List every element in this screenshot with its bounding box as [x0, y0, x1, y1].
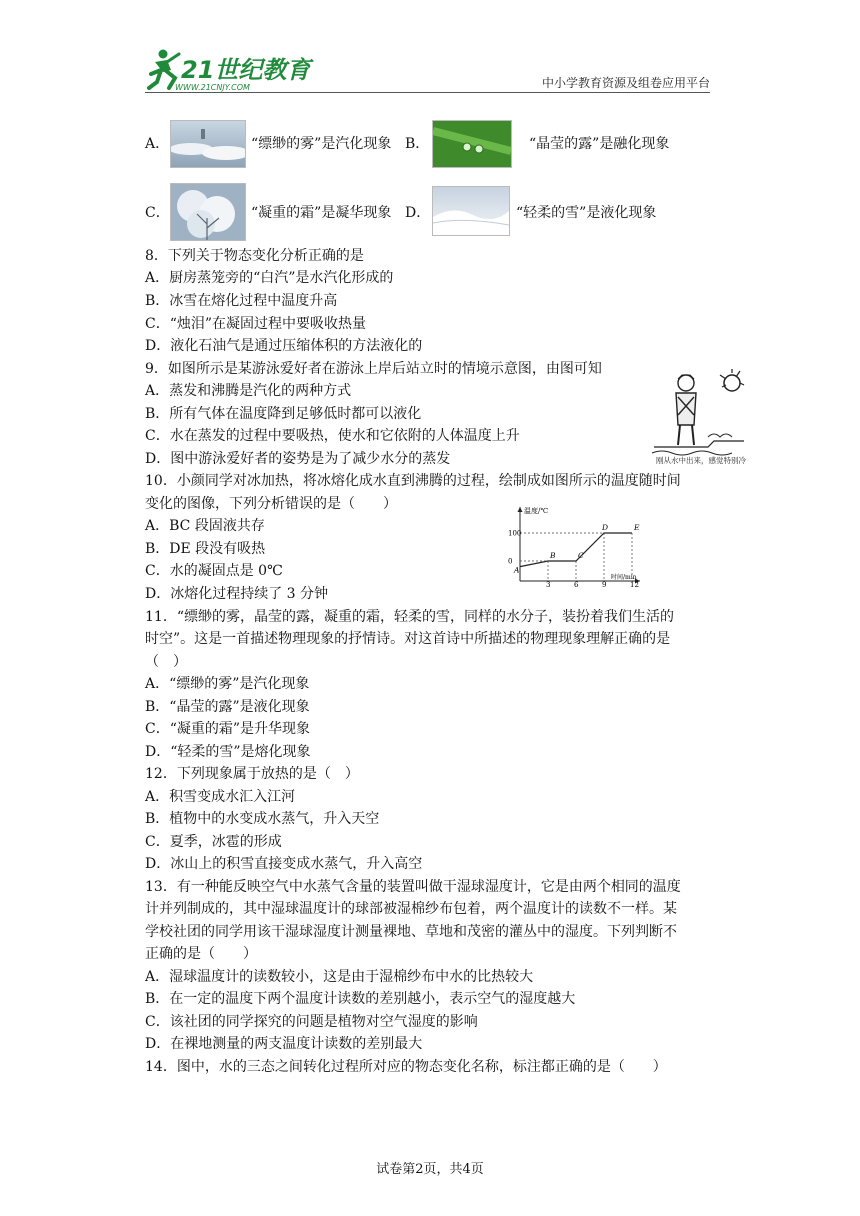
q11-stem-3: （ ）	[145, 654, 187, 670]
page-footer: 试卷第2页，共4页	[376, 1162, 484, 1177]
q9-option-a: A．蒸发和沸腾是汽化的两种方式	[145, 383, 352, 399]
logo-url: WWW.21CNJY.COM	[175, 83, 250, 92]
q8-option-c: C．“烛泪”在凝固过程中要吸收热量	[145, 316, 367, 332]
q10-stem-2: 变化的图像，下列分析错误的是（ ）	[145, 496, 397, 512]
q13-stem-2: 计并列制成的，其中湿球温度计的球部被湿棉纱布包着，两个温度计的读数不一样。某	[145, 901, 677, 917]
page-header	[145, 48, 710, 92]
q12-option-c: C．夏季，冰雹的形成	[145, 834, 282, 850]
swimmer-caption: 刚从水中出来，感觉特别冷	[656, 456, 746, 465]
q11-option-c: C．“凝重的霜”是升华现象	[145, 721, 311, 737]
q8-stem: 8．下列关于物态变化分析正确的是	[145, 248, 364, 264]
y-tick-label: 0	[508, 557, 513, 566]
header-rule	[145, 92, 710, 93]
q9-option-b: B．所有气体在温度降到足够低时都可以液化	[145, 406, 422, 422]
q13-option-c: C．该社团的同学探究的问题是植物对空气湿度的影响	[145, 1014, 478, 1030]
q11-option-d: D．“轻柔的雪”是熔化现象	[145, 744, 311, 760]
swimmer-illustration	[648, 367, 754, 465]
q7-option-c-text: “凝重的霜”是凝华现象	[251, 205, 392, 221]
point-label-e: E	[634, 523, 640, 532]
logo-text: 21世纪教育	[181, 56, 311, 84]
q8-option-a: A．厨房蒸笼旁的“白汽”是水汽化形成的	[145, 270, 394, 286]
q8-option-b: B．冰雪在熔化过程中温度升高	[145, 293, 338, 309]
temperature-chart	[506, 503, 670, 587]
q13-option-a: A．湿球温度计的读数较小，这是由于湿棉纱布中水的比热较大	[145, 969, 534, 985]
point-label-c: C	[578, 551, 584, 560]
q7-option-d-text: “轻柔的雪”是液化现象	[516, 205, 657, 221]
logo-21cnjy	[145, 48, 315, 92]
x-tick-label: 9	[602, 581, 607, 587]
frost-photo	[170, 183, 246, 241]
q13-stem-1: 13．有一种能反映空气中水蒸气含量的装置叫做干湿球湿度计，它是由两个相同的温度	[145, 879, 681, 895]
point-label-b: B	[550, 551, 556, 560]
snow-photo	[432, 186, 510, 236]
q11-stem-1: 11．“缥缈的雾，晶莹的露，凝重的霜，轻柔的雪，同样的水分子，装扮着我们生活的	[145, 609, 674, 625]
q10-option-c: C．水的凝固点是 0℃	[145, 563, 283, 579]
q11-option-a: A．“缥缈的雾”是汽化现象	[145, 676, 310, 692]
q14-stem: 14．图中，水的三态之间转化过程所对应的物态变化名称，标注都正确的是（ ）	[145, 1059, 667, 1075]
x-tick-label: 3	[546, 581, 551, 587]
q13-option-d: D．在裸地测量的两支温度计读数的差别最大	[145, 1036, 423, 1052]
x-tick-label: 6	[574, 581, 579, 587]
y-axis-arrow	[518, 507, 523, 512]
q11-option-b: B．“晶莹的露”是液化现象	[145, 699, 310, 715]
q12-option-d: D．冰山上的积雪直接变成水蒸气，升入高空	[145, 856, 423, 872]
platform-name: 中小学教育资源及组卷应用平台	[541, 76, 710, 90]
y-axis-label: 温度/℃	[524, 507, 549, 515]
q9-option-d: D．图中游泳爱好者的姿势是为了减少水分的蒸发	[145, 451, 451, 467]
q7-option-b-text: “晶莹的露”是融化现象	[529, 136, 670, 152]
q10-option-d: D．冰熔化过程持续了 3 分钟	[145, 586, 329, 602]
q7-option-a-letter: A．	[145, 136, 170, 152]
q9-stem: 9．如图所示是某游泳爱好者在游泳上岸后站立时的情境示意图，由图可知	[145, 361, 602, 377]
q10-stem-1: 10．小颜同学对冰加热，将冰熔化成水直到沸腾的过程，绘制成如图所示的温度随时间	[145, 473, 681, 489]
q7-option-b-letter: B．	[405, 136, 430, 152]
q12-option-a: A．积雪变成水汇入江河	[145, 789, 296, 805]
fog-photo	[170, 120, 246, 168]
q13-option-b: B．在一定的温度下两个温度计读数的差别越小，表示空气的湿度越大	[145, 991, 576, 1007]
x-axis-label: 时间/min	[611, 574, 637, 581]
q7-option-c-letter: C．	[145, 205, 170, 221]
q13-stem-3: 学校社团的同学用该干湿球湿度计测量裸地、草地和茂密的灌丛中的湿度。下列判断不	[145, 924, 677, 940]
q10-option-b: B．DE 段没有吸热	[145, 541, 266, 557]
q13-stem-4: 正确的是（ ）	[145, 946, 257, 962]
q7-option-d-letter: D．	[405, 205, 431, 221]
y-tick-label: 100	[508, 529, 522, 538]
dew-photo	[432, 120, 512, 168]
q12-stem: 12．下列现象属于放热的是（ ）	[145, 766, 359, 782]
q8-option-d: D．液化石油气是通过压缩体积的方法液化的	[145, 338, 423, 354]
q10-option-a: A．BC 段固液共存	[145, 518, 265, 534]
q9-option-c: C．水在蒸发的过程中要吸热，使水和它依附的人体温度上升	[145, 428, 520, 444]
q12-option-b: B．植物中的水变成水蒸气，升入天空	[145, 811, 380, 827]
x-tick-label: 12	[630, 581, 639, 587]
q7-option-a-text: “缥缈的雾”是汽化现象	[251, 136, 392, 152]
q11-stem-2: 时空”。这是一首描述物理现象的抒情诗。对这首诗中所描述的物理现象理解正确的是	[145, 631, 671, 647]
point-label-a: A	[514, 565, 520, 575]
point-label-d: D	[602, 523, 609, 532]
